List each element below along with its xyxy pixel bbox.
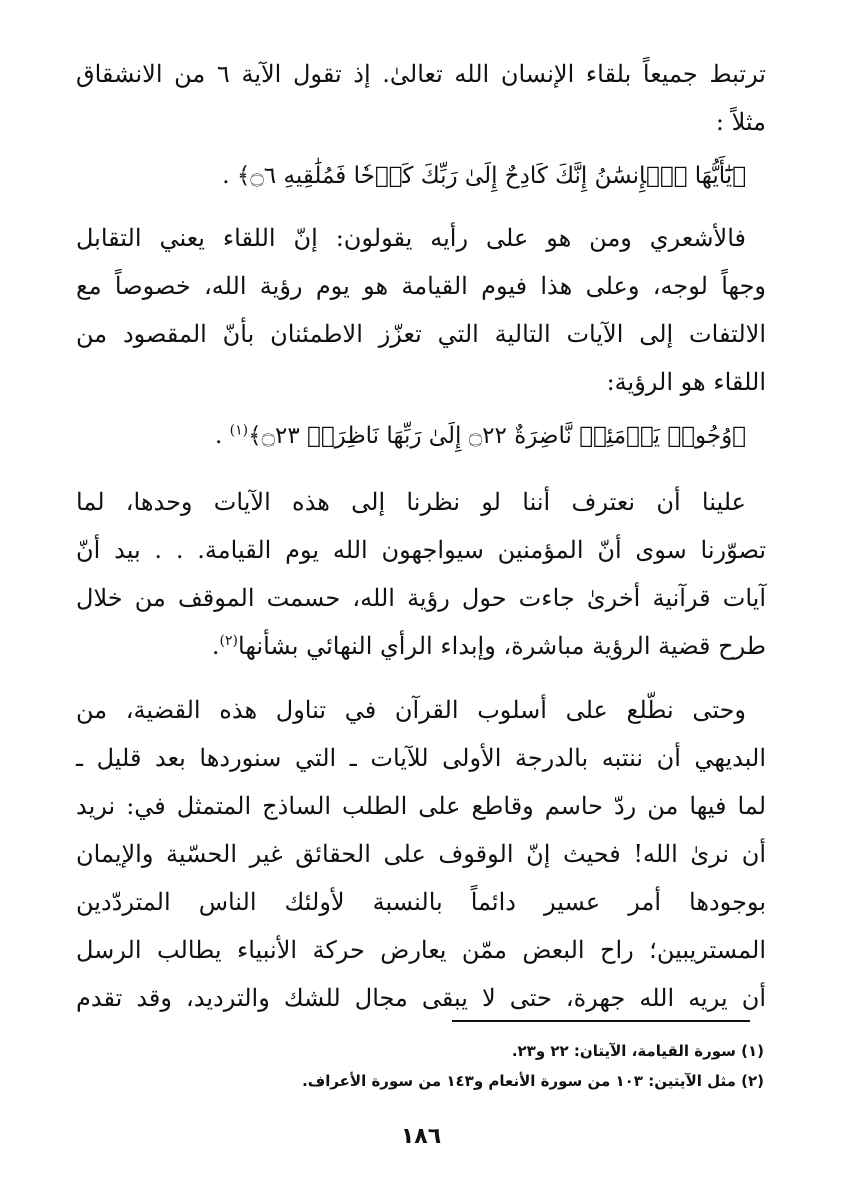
paragraph-3-line-4 bbox=[212, 628, 766, 664]
footnote-separator bbox=[452, 1020, 750, 1022]
paragraph-1-line-2: مثلاً : bbox=[715, 108, 766, 136]
footnote-ref-2: (٢) bbox=[219, 633, 239, 649]
quran-verse-2 bbox=[215, 418, 746, 454]
paragraph-2-line-1: فالأشعري ومن هو على رأيه يقولون: إنّ اللقاء يعني التقابل bbox=[76, 224, 746, 252]
paragraph-2-line-3: الالتفات إلى الآيات التالية التي تعزّز الاطمئنان بأنّ المقصود من bbox=[76, 320, 766, 348]
paragraph-4-line-2: البديهي أن ننتبه بالدرجة الأولى للآيات ـ التي سنوردها بعد قليل ـ bbox=[76, 744, 766, 772]
paragraph-3-line-1: علينا أن نعترف أننا لو نظرنا إلى هذه الآيات وحدها، لما bbox=[76, 488, 746, 516]
paragraph-1-line-1: ترتبط جميعاً بلقاء الإنسان الله تعالىٰ. إذ تقول الآية ٦ من الانشقاق bbox=[76, 60, 766, 88]
paragraph-2-line-4: اللقاء هو الرؤية: bbox=[606, 368, 766, 396]
footnote-1: (١) سورة القيامة، الآيتان: ٢٢ و٢٣. bbox=[511, 1042, 764, 1060]
quran-verse-1: ﴿يَٰٓأَيُّهَا ٱلۡإِنسَٰنُ إِنَّكَ كَادِحٌ إِلَىٰ رَبِّكَ كَدۡحٗا فَمُلَٰقِيهِ ۝٦﴾ . bbox=[222, 163, 746, 189]
quran-verse-2-end: . bbox=[214, 423, 230, 449]
paragraph-4-line-4: أن نرىٰ الله! فحيث إنّ الوقوف على الحقائق غير الحسّية والإيمان bbox=[76, 840, 766, 868]
page-number: ١٨٦ bbox=[400, 1124, 442, 1149]
paragraph-3-line-3: آيات قرآنية أخرىٰ جاءت حول رؤية الله، حسمت الموقف من خلال bbox=[76, 584, 767, 612]
footnote-2: (٢) مثل الآيتين: ١٠٣ من سورة الأنعام و١٤٣ من سورة الأعراف. bbox=[302, 1072, 764, 1090]
paragraph-3-line-4-end: . bbox=[211, 632, 220, 660]
quran-verse-2-text: ﴿وُجُوهٞ يَوۡمَئِذٖ نَّاضِرَةٌ ۝٢٢ إِلَىٰ رَبِّهَا نَاظِرَةٞ ۝٢٣﴾ bbox=[248, 423, 746, 449]
paragraph-3-line-4-text: طرح قضية الرؤية مباشرة، وإبداء الرأي النهائي بشأنها bbox=[238, 632, 766, 660]
footnote-ref-1: (١) bbox=[229, 422, 249, 439]
paragraph-4-line-5: بوجودها أمر عسير دائماً بالنسبة لأولئك الناس المتردّدين bbox=[76, 888, 766, 916]
paragraph-4-line-6: المستريبين؛ راح البعض ممّن يعارض حركة الأنبياء يطالب الرسل bbox=[76, 936, 766, 964]
paragraph-4-line-3: لما فيها من ردّ حاسم وقاطع على الطلب الساذج المتمثل في: نريد bbox=[76, 792, 766, 820]
paragraph-4-line-1: وحتى نطّلع على أسلوب القرآن في تناول هذه القضية، من bbox=[76, 696, 746, 724]
paragraph-4-line-7: أن يريه الله جهرة، حتى لا يبقى مجال للشك والترديد، وقد تقدم bbox=[76, 984, 766, 1012]
paragraph-3-line-2: تصوّرنا سوى أنّ المؤمنين سيواجهون الله يوم القيامة. . . بيد أنّ bbox=[76, 536, 766, 564]
paragraph-2-line-2: وجهاً لوجه، وعلى هذا فيوم القيامة هو يوم رؤية الله، خصوصاً مع bbox=[76, 272, 766, 300]
